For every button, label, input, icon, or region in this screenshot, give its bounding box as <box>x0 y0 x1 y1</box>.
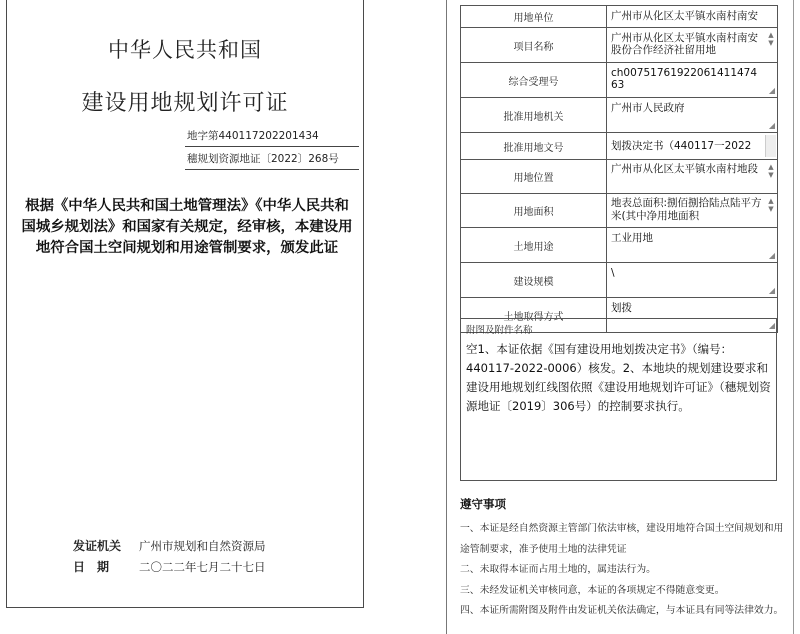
table-row <box>461 63 778 98</box>
issuer-label: 发证机关 <box>73 539 122 553</box>
list-item: 四、本证所需附图及附件由发证机关依法确定，与本证具有同等法律效力。 <box>460 605 784 616</box>
row-label: 项目名称 <box>461 28 607 63</box>
scrollbar[interactable] <box>765 135 776 157</box>
issuer-row <box>73 537 266 554</box>
divider <box>185 146 359 147</box>
certificate-number: 地字第440117202201434 <box>187 130 319 142</box>
construction-scale-field[interactable] <box>607 263 778 298</box>
land-info-table <box>460 5 778 333</box>
project-name-field[interactable] <box>607 28 778 63</box>
list-item: 二、未取得本证而占用土地的，属违法行为。 <box>460 564 656 575</box>
table-row <box>461 160 778 194</box>
page-border <box>793 0 794 634</box>
land-use-field[interactable] <box>607 228 778 263</box>
table-row <box>461 6 778 28</box>
table-row <box>461 194 778 228</box>
table-row <box>461 133 778 160</box>
field-value: ch00751761922061411474​63 <box>611 66 758 91</box>
issuer-value: 广州市规划和自然资源局 <box>139 539 266 553</box>
certificate-country-title: 中华人民共和国 <box>108 38 262 62</box>
row-label: 建设规模 <box>461 263 607 298</box>
row-label: 用地单位 <box>461 6 607 28</box>
divider <box>185 169 359 170</box>
certificate-document-number: 穗规划资源地证〔2022〕268号 <box>187 153 339 165</box>
land-area-field[interactable] <box>607 194 778 228</box>
legal-basis-text: 根据《中华人民共和国土地管理法》《中华人民共和国城乡规划法》和国家有关规定，经审核，本建设用地符合国土空间规划和用途管制要求，颁发此证 <box>21 198 353 256</box>
table-row <box>461 263 778 298</box>
approval-doc-number-field[interactable] <box>607 133 778 160</box>
field-value: 工业用地 <box>611 231 653 244</box>
resize-handle-icon[interactable]: ◢ <box>768 286 775 295</box>
field-value: 划拨决定书（440117一2022 <box>611 139 752 152</box>
spinner-icon[interactable]: ▲ ▼ <box>768 163 774 179</box>
list-item: 三、未经发证机关审核同意，本证的各项规定不得随意变更。 <box>460 584 725 596</box>
notes-list <box>460 519 788 622</box>
resize-handle-icon[interactable]: ◢ <box>768 121 775 130</box>
date-value: 二〇二二年七月二十七日 <box>139 560 266 574</box>
list-item: 一、本证是经自然资源主管部门依法审核，建设用地符合国土空间规划和用途管制要求，准予使用土地的法律凭证 <box>460 523 784 555</box>
certificate-title: 建设用地规划许可证 <box>81 91 289 116</box>
certificate-cover <box>6 0 364 608</box>
attachments-label: 附图及附件名称 <box>466 325 533 336</box>
attachments-box[interactable] <box>460 318 777 481</box>
acceptance-number-field[interactable] <box>607 63 778 98</box>
approval-authority-field[interactable] <box>607 98 778 133</box>
notes-title: 遵守事项 <box>460 497 506 511</box>
spinner-icon[interactable]: ▲ ▼ <box>768 31 774 47</box>
spinner-icon[interactable]: ▲ ▼ <box>768 197 774 213</box>
row-label: 批准用地文号 <box>461 133 607 160</box>
resize-handle-icon[interactable]: ◢ <box>768 251 775 260</box>
row-label: 用地面积 <box>461 194 607 228</box>
field-value: 地表总面积:捌佰捌拾陆点陆平方米(其中净用地面积 <box>611 197 762 222</box>
table-row <box>461 28 778 63</box>
table-row <box>461 228 778 263</box>
field-value: 广州市从化区太平镇水南村南安股份合作经济社留用地 <box>611 31 758 56</box>
row-label: 土地取得方式 <box>461 298 607 333</box>
land-user-field[interactable] <box>607 6 778 28</box>
page-border <box>446 0 447 634</box>
attachments-text: 空1、本证依据《国有建设用地划拨决定书》（编号：440117-2022-0006）核发。2、本地块的规划建设要求和建设用地规划红线图依照《建设用地规划许可证》（穗规划资源地证〔2019〕306号）的控制要求执行。 <box>466 342 771 413</box>
resize-handle-icon[interactable]: ◢ <box>768 321 775 330</box>
row-label: 用地位置 <box>461 160 607 194</box>
date-row <box>73 558 266 575</box>
row-label: 综合受理号 <box>461 63 607 98</box>
field-value: 划拨 <box>611 301 632 314</box>
date-label: 日 期 <box>73 560 110 574</box>
row-label: 土地用途 <box>461 228 607 263</box>
land-location-field[interactable] <box>607 160 778 194</box>
field-value: \ <box>611 266 615 279</box>
resize-handle-icon[interactable]: ◢ <box>768 86 775 95</box>
field-value: 广州市人民政府 <box>611 101 685 114</box>
field-value: 广州市从化区太平镇水南村南安 <box>611 10 758 23</box>
row-label: 批准用地机关 <box>461 98 607 133</box>
table-row <box>461 98 778 133</box>
field-value: 广州市从化区太平镇水南村地段 <box>611 163 758 175</box>
